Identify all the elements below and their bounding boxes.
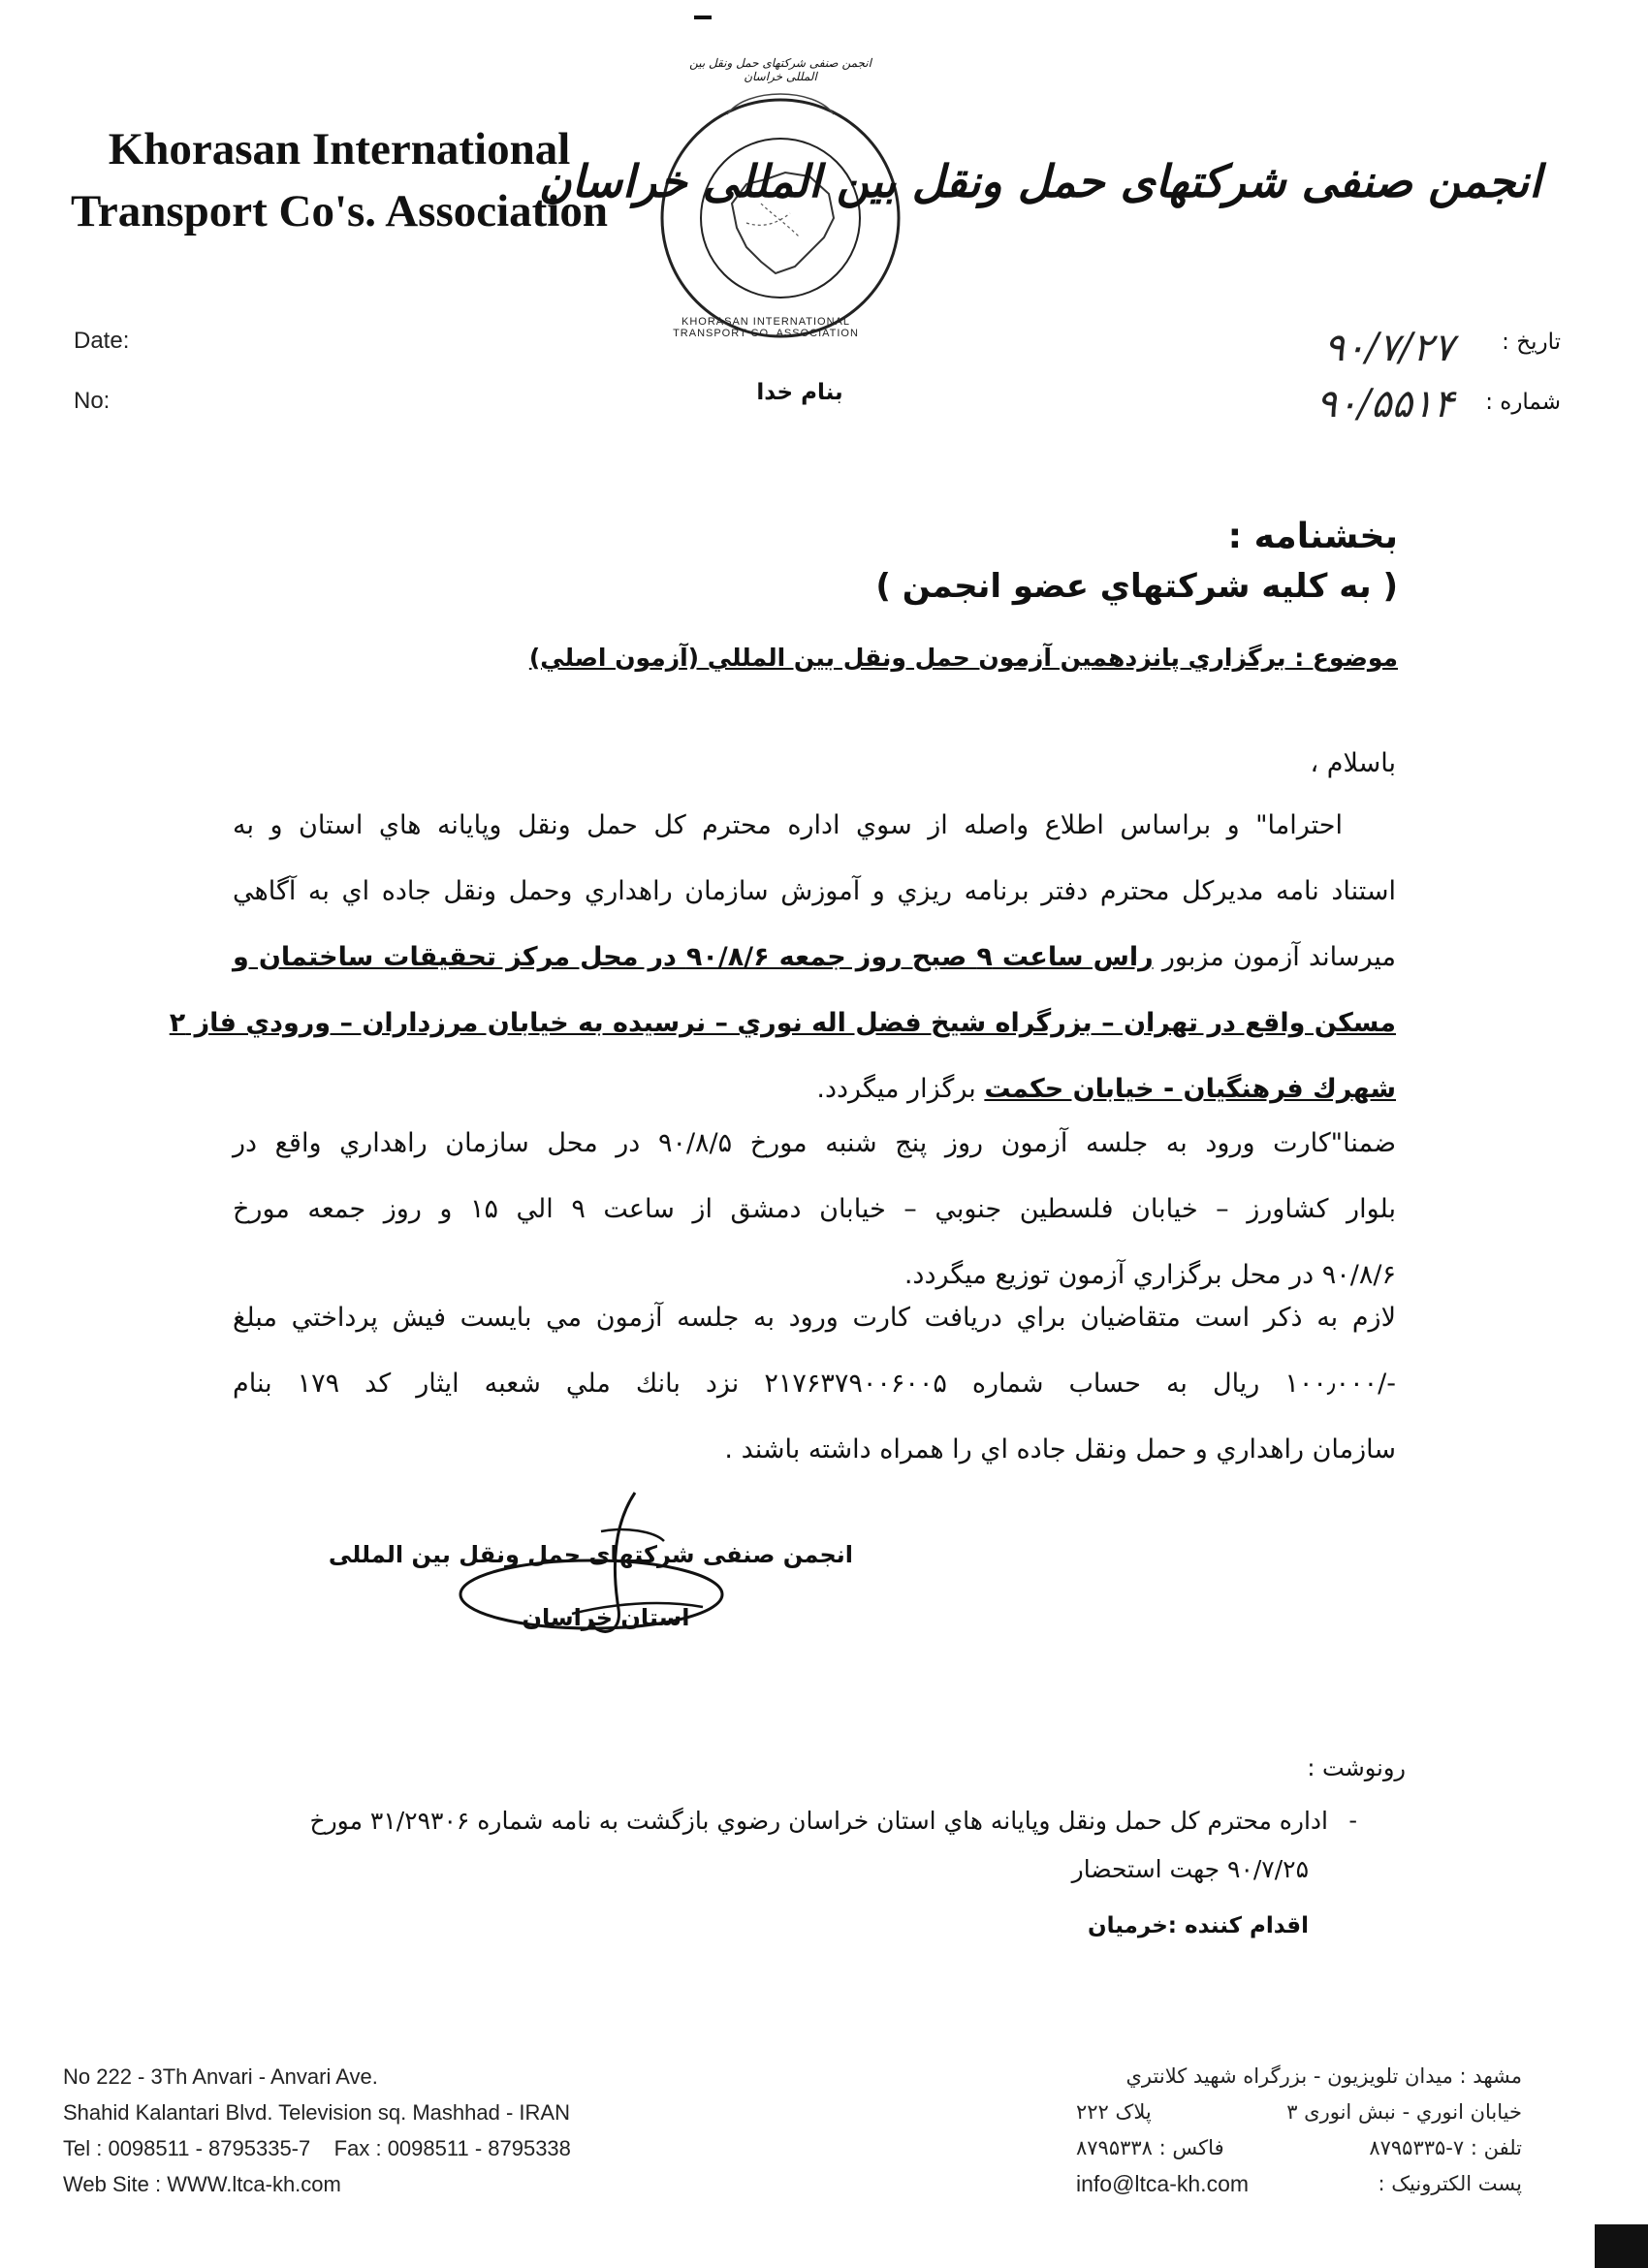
basmala: بنام خدا	[756, 380, 843, 405]
footer-en-address-line-2: Shahid Kalantari Blvd. Television sq. Mashhad - IRAN	[63, 2100, 570, 2125]
paragraph-2-line-1: ضمنا"كارت ورود به جلسه آزمون روز پنج شنبه مورخ ۹۰/۸/۵ در محل سازمان راهداري واقع در	[233, 1128, 1397, 1158]
footer-fa-phone: تلفن : ۷-۸۷۹۵۳۳۵	[1369, 2136, 1522, 2159]
footer-fa-email-label: پست الکترونيک :	[1378, 2172, 1522, 2195]
exam-address-line: مسكن واقع در تهران – بزرگراه شيخ فضل اله نوري – نرسيده به خيابان مرزداران – ورودي فاز ۲	[169, 1008, 1396, 1038]
footer-fa-address-line-2	[1076, 2095, 1522, 2130]
cc-recipient-line-2: ۹۰/۷/۲۵ جهت استحضار	[1071, 1855, 1309, 1883]
paragraph-3-line-3: سازمان راهداري و حمل ونقل جاده اي را همراه داشته باشند .	[724, 1434, 1396, 1465]
paragraph-2-line-2: بلوار كشاورز – خيابان فلسطين جنوبي – خيابان دمشق از ساعت ۹ الي ۱۵ و روز جمعه مورخ	[233, 1194, 1396, 1224]
footer-fa-phone-fax	[1076, 2130, 1522, 2166]
org-name-en-line2: Transport Co's. Association	[70, 186, 609, 236]
number-value-handwritten: ۹۰/۵۵۱۴	[1315, 382, 1454, 426]
footer-address-fa	[1076, 2059, 1522, 2202]
cc-recipient-line-1: اداره محترم كل حمل ونقل وپايانه هاي استان خراسان رضوي بازگشت به نامه شماره ۳۱/۲۹۳۰۶ مورخ	[309, 1807, 1328, 1835]
paragraph-1-line-5	[233, 1070, 1396, 1109]
seal-ring-text: KHORASAN INTERNATIONAL TRANSPORT CO. ASSOCIATION	[673, 316, 859, 339]
footer-fa-fax: فاکس : ۸۷۹۵۳۳۸	[1076, 2136, 1224, 2159]
footer-en-phone-fax: Tel : 0098511 - 8795335-7 Fax : 0098511 - 8795338	[63, 2136, 571, 2160]
paragraph-1-line-3-intro: ميرساند آزمون مزبور	[1161, 942, 1396, 972]
cc-label: رونوشت :	[1307, 1754, 1406, 1781]
date-label-en: Date:	[74, 328, 130, 354]
footer-address-en	[63, 2059, 742, 2202]
letter-paragraph-2	[233, 1124, 1396, 1295]
paragraph-1-line-3	[233, 938, 1396, 977]
scan-mark-top	[694, 16, 712, 19]
action-by: اقدام كننده :خرميان	[1088, 1913, 1309, 1938]
footer-en-website: Web Site : WWW.ltca-kh.com	[63, 2172, 341, 2196]
org-name-fa: انجمن صنفی شرکتهای حمل ونقل بین المللی خراسان	[538, 155, 1541, 207]
footer-email: info@ltca-kh.com	[1076, 2171, 1250, 2196]
handwritten-signature	[456, 1454, 766, 1648]
footer-fa-plaque: پلاک ۲۲۲	[1076, 2100, 1152, 2124]
subject-line: موضوع : برگزاري پانزدهمين آزمون حمل ونقل بين المللي (آزمون اصلي)	[528, 644, 1398, 672]
paragraph-1-line-5-end: برگزار ميگردد.	[816, 1074, 976, 1104]
footer-fa-street: خيابان انوري - نبش انوری ۳	[1286, 2100, 1522, 2124]
greeting: باسلام ،	[1310, 748, 1396, 778]
paragraph-3-line-2: -/۱۰۰٫۰۰۰ ريال به حساب شماره ۲۱۷۶۳۷۹۰۰۶۰۰۵ نزد بانك ملي شعبه ايثار كد ۱۷۹ بنام	[233, 1369, 1396, 1399]
date-value-handwritten: ۹۰/۷/۲۷	[1323, 326, 1454, 370]
exam-address-end: شهرك فرهنگيان - خيابان حكمت	[984, 1074, 1396, 1104]
paragraph-3-line-1: لازم به ذكر است متقاضيان براي دريافت كارت ورود به جلسه آزمون مي بايست فيش پرداختي مبلغ	[233, 1303, 1396, 1333]
footer-en-address-line-1: No 222 - 3Th Anvari - Anvari Ave.	[63, 2064, 378, 2089]
signature-org-line: انجمن صنفی شرکتهای حمل ونقل بين المللی	[328, 1541, 853, 1568]
letter-paragraph-1	[169, 806, 1396, 1109]
org-name-en	[58, 118, 620, 242]
exam-time-place: راس ساعت ۹ صبح روز جمعه ۹۰/۸/۶ در محل مركز تحقيقات ساختمان و	[233, 942, 1154, 972]
date-label-fa: تاريخ :	[1502, 330, 1561, 355]
cc-dash: -	[1348, 1807, 1357, 1834]
paragraph-1-line-1: احتراما" و براساس اطلاع واصله از سوي اداره محترم كل حمل ونقل وپايانه هاي استان و به	[233, 810, 1343, 840]
circular-title: بخشنامه :	[1227, 517, 1398, 556]
number-label-fa: شماره :	[1485, 390, 1561, 415]
scan-mark-bottom-corner	[1595, 2224, 1648, 2268]
paragraph-2-line-3: ۹۰/۸/۶ در محل برگزاري آزمون توزيع ميگردد.	[903, 1260, 1396, 1290]
number-label-en: No:	[74, 388, 111, 414]
footer-fa-email-row	[1076, 2166, 1522, 2202]
footer-fa-address-line-1: مشهد : ميدان تلويزيون - بزرگراه شهيد كلانتري	[1125, 2064, 1522, 2088]
recipients-line: ( به كليه شركتهاي عضو انجمن )	[875, 567, 1398, 606]
paragraph-1-line-2: استناد نامه مديركل محترم دفتر برنامه ريزي و آموزش سازمان راهداري وحمل ونقل جاده اي به آگاهي	[233, 876, 1396, 906]
letter-paragraph-3	[233, 1299, 1396, 1469]
org-name-en-line1: Khorasan International	[108, 124, 571, 174]
seal-top-text: انجمن صنفی شرکتهای حمل ونقل بین المللی خراسان	[689, 56, 872, 83]
signature-province-line: استان خراسان	[522, 1604, 690, 1631]
